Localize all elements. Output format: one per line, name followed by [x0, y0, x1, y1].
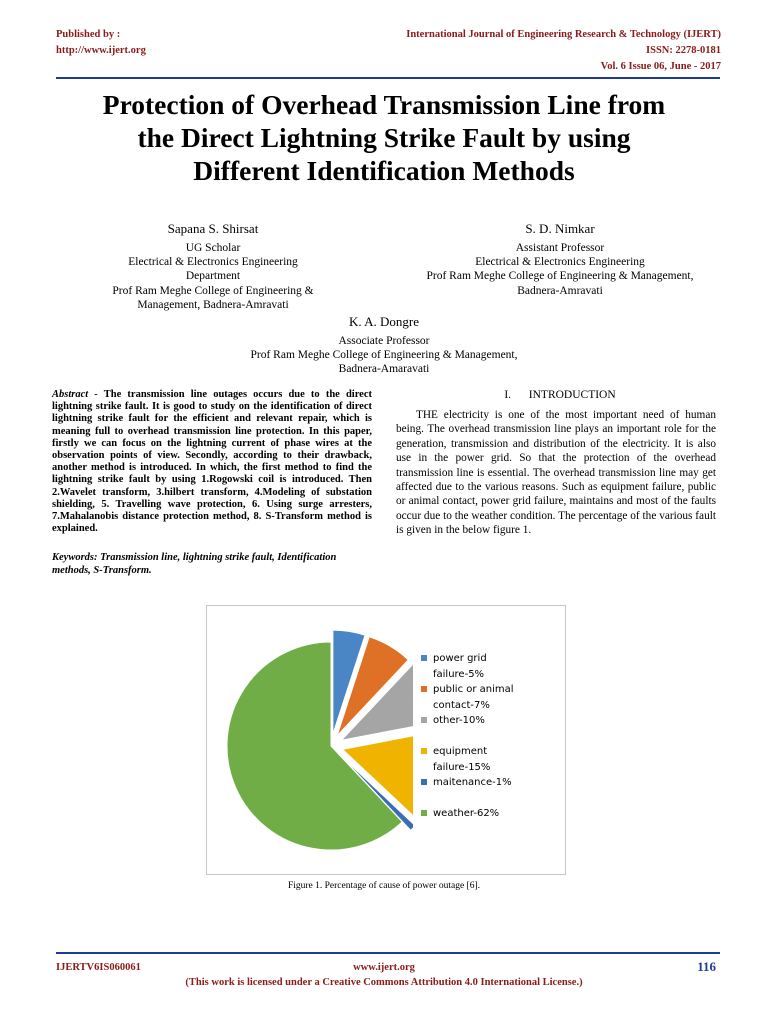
author-block-1 — [96, 220, 330, 312]
header-right — [406, 27, 721, 75]
author-name: K. A. Dongre — [348, 314, 420, 329]
author-name: S. D. Nimkar — [525, 221, 595, 236]
keywords-label: Keywords: — [52, 552, 98, 563]
footer-site-link[interactable]: www.ijert.org — [353, 962, 415, 973]
author-affiliation: Badnera-Amravati — [517, 284, 603, 297]
section-title: INTRODUCTION — [528, 389, 616, 401]
keywords-text: Transmission line, lightning strike fault, Identification methods, S-Transform. — [52, 552, 337, 576]
keywords — [52, 551, 372, 577]
title-line: the Direct Lightning Strike Fault by using — [137, 122, 631, 153]
license-notice: (This work is licensed under a Creative Commons Attribution 4.0 International License.) — [185, 977, 583, 988]
figure-1-chart — [206, 605, 566, 875]
author-block-3 — [200, 313, 568, 377]
page-number: 116 — [697, 959, 716, 974]
paper-title — [40, 88, 728, 187]
journal-url-link[interactable]: http://www.ijert.org — [56, 45, 146, 56]
legend-label: power grid — [433, 653, 487, 664]
author-affiliation: UG Scholar — [185, 242, 241, 254]
author-name: Sapana S. Shirsat — [167, 221, 259, 236]
author-affiliation: Prof Ram Meghe College of Engineering & Management, — [250, 349, 518, 362]
section-number: I. — [504, 389, 512, 401]
legend-label: maitenance-1% — [433, 777, 512, 788]
legend-swatch — [421, 717, 427, 723]
title-line: Protection of Overhead Transmission Line from — [102, 89, 666, 120]
legend-swatch — [421, 655, 427, 661]
legend-label: failure-5% — [433, 668, 485, 680]
pie-chart — [207, 606, 413, 874]
author-affiliation: Prof Ram Meghe College of Engineering & Management, — [426, 270, 694, 283]
title-line: Different Identification Methods — [193, 155, 575, 186]
abstract — [52, 389, 372, 535]
legend-label: weather-62% — [433, 808, 500, 819]
abstract-text: The transmission line outages occurs due to the direct lightning strike fault. It is good to study on the identification of direct lightning strike fault for the efficient and relevant repair, which is meaning full to overhead transmission line protection. In this paper, firstly we can focus on the lightning current of phase wires at the observation points of view. Secondly, according to their drawback, another method is introduced. In which, the first method to find the lightning strike fault by using 1.Rogowski coil is introduced. Then 2.Wavelet transform, 3.hilbert transform, 4.Modeling of substation shielding, 5. Travelling wave protection, 6. Using surge arresters, 7.Mahalanobis distance protection method, 8. S-Transform method is explained. — [52, 389, 372, 535]
introduction-paragraph: THE electricity is one of the most important need of human being. The overhead transmission line plays an important role for the generation, transmission and distribution of the electricity. It is also use in the power grid. So that the protection of the overhead transmission line is essential. The overhead transmission line may get affected due to the various reasons. Such as equipment failure, public or animal contact, power grid failure, maintains and most of the faults occur due to the weather condition. The percentage of the various fault is given in the below figure 1. — [396, 409, 716, 537]
figure-caption: Figure 1. Percentage of cause of power outage [6]. — [287, 881, 481, 891]
issn: ISSN: 2278-0181 — [646, 45, 721, 56]
legend-swatch — [421, 810, 427, 816]
author-affiliation: Badnera-Amaravati — [338, 363, 430, 376]
published-by-label: Published by : — [56, 29, 121, 40]
legend-swatch — [421, 686, 427, 692]
author-block-2 — [400, 220, 720, 298]
journal-name: International Journal of Engineering Research & Technology (IJERT) — [406, 29, 721, 40]
legend-label: public or animal — [433, 684, 514, 695]
author-affiliation: Electrical & Electronics Engineering — [128, 256, 298, 269]
abstract-label: Abstract - — [52, 389, 98, 400]
volume-issue: Vol. 6 Issue 06, June - 2017 — [600, 61, 721, 72]
header-left — [56, 27, 146, 59]
author-affiliation: Associate Professor — [338, 335, 430, 347]
header-divider — [56, 77, 720, 79]
footer-divider — [56, 952, 720, 954]
author-affiliation: Department — [185, 270, 241, 283]
legend-label: equipment — [433, 746, 488, 757]
legend-swatch — [421, 779, 427, 785]
legend-label: contact-7% — [433, 699, 490, 711]
section-heading — [400, 389, 720, 401]
author-affiliation: Prof Ram Meghe College of Engineering & — [112, 284, 314, 297]
author-affiliation: Electrical & Electronics Engineering — [475, 256, 645, 269]
legend-label: failure-15% — [433, 761, 491, 773]
author-affiliation: Assistant Professor — [515, 242, 605, 254]
legend-label: other-10% — [433, 715, 485, 726]
paper-id: IJERTV6IS060061 — [56, 962, 141, 973]
legend-swatch — [421, 748, 427, 754]
author-affiliation: Management, Badnera-Amravati — [137, 298, 289, 311]
